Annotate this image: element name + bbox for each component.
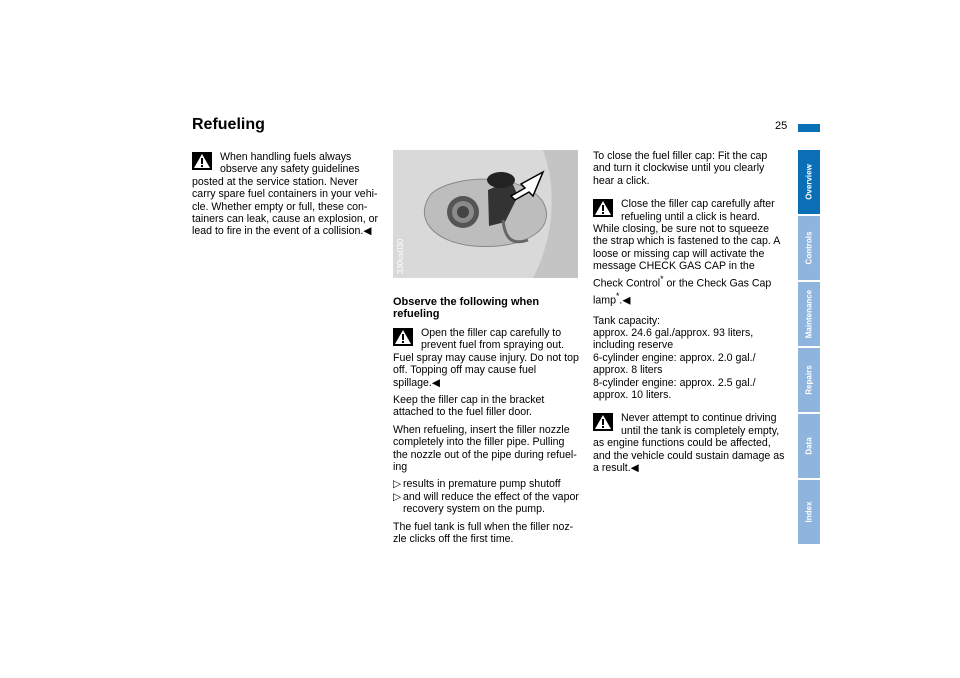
warning-icon bbox=[393, 328, 413, 346]
warning-icon bbox=[192, 152, 212, 170]
tab-overview[interactable]: Overview bbox=[798, 150, 820, 214]
page-title: Refueling bbox=[192, 116, 265, 133]
bullet-list bbox=[393, 478, 581, 515]
paragraph-nozzle: When refueling, insert the filler nozzle completely into the filler pipe. Pulling the nozzle out of the pipe during refuel-ing bbox=[393, 423, 577, 474]
tab-repairs[interactable]: Repairs bbox=[798, 348, 820, 412]
tab-data[interactable]: Data bbox=[798, 414, 820, 478]
warning-block-empty-tank: Never attempt to continue driving until the tank is completely empty, as engine functions could be affected, and the vehicle could sustain damage as a result.◀ bbox=[593, 412, 785, 474]
footnote-star: * bbox=[660, 273, 664, 284]
tank-capacity: Tank capacity: approx. 24.6 gal./approx. 93 liters, including reserve 6-cylinder engine: approx. 2.0 gal./ approx. 8 liters 8-cylinder engine: approx. 2.5 gal./ approx. 10 liters. bbox=[593, 314, 756, 401]
tab-maintenance[interactable]: Maintenance bbox=[798, 282, 820, 346]
list-item: ▷ and will reduce the effect of the vapor recovery system on the pump. bbox=[393, 490, 579, 516]
fuel-filler-illustration bbox=[393, 150, 578, 278]
warning-block-filler-cap: Open the filler cap carefully to prevent fuel from spraying out. Fuel spray may cause injury. Do not top off. Topping off may cause fuel spillage.◀ bbox=[393, 327, 579, 389]
warning-block-close-cap: Close the filler cap carefully after refueling until a click is heard. While closing, be sure not to squeeze the strap which is fastened to the cap. A loose or missing cap will activate the message CHECK GAS CAP in the Check Control* or the Check Gas Cap lamp*.◀ bbox=[593, 198, 780, 307]
list-item: ▷ results in premature pump shutoff bbox=[393, 478, 561, 491]
paragraph-tank-full: The fuel tank is full when the filler noz-zle clicks off the first time. bbox=[393, 520, 574, 546]
bullet-triangle-icon: ▷ bbox=[393, 490, 402, 503]
warning-icon bbox=[593, 413, 613, 431]
column-middle bbox=[393, 296, 581, 551]
warning-block-fuels: When handling fuels always observe any safety guidelines posted at the service station. Never carry spare fuel containers in your vehi-cle. Whether empty or full, these con-tainers can leak, cause an explosion, or lead to fire in the event of a collision.◀ bbox=[192, 151, 379, 238]
footnote-star: * bbox=[615, 290, 620, 301]
tab-controls[interactable]: Controls bbox=[798, 216, 820, 280]
paragraph-close-cap: To close the fuel filler cap: Fit the cap and turn it clockwise until you clearly hear a click. bbox=[593, 150, 768, 187]
bullet-triangle-icon: ▷ bbox=[393, 478, 402, 491]
paragraph-bracket: Keep the filler cap in the bracket attached to the fuel filler door. bbox=[393, 394, 545, 419]
column-left bbox=[192, 150, 382, 238]
section-heading: Observe the following when refueling bbox=[393, 296, 540, 320]
page-number: 25 bbox=[775, 120, 788, 132]
column-right bbox=[593, 150, 785, 474]
page-marker-bar bbox=[798, 124, 820, 132]
tab-index[interactable]: Index bbox=[798, 480, 820, 544]
section-tabs bbox=[798, 150, 820, 546]
warning-icon bbox=[593, 199, 613, 217]
image-code: 330us030 bbox=[396, 238, 405, 274]
